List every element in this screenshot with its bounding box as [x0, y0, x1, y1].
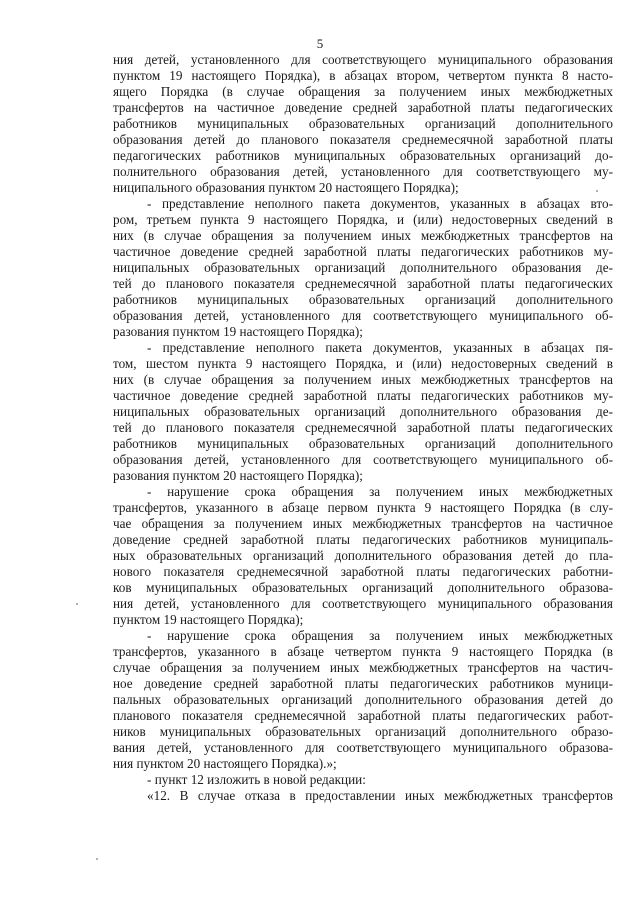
text-line: педагогических работников муниципальных образовательных организаций до- [113, 148, 613, 163]
text-line: ниципального образования пунктом 20 настоящего Порядка); [113, 180, 459, 195]
text-line: разования пунктом 19 настоящего Порядка); [113, 324, 363, 339]
text-line: частичное доведение средней заработной платы педагогических работников му- [113, 244, 613, 259]
text-line: ниципальных образовательных организаций дополнительного образования де- [113, 404, 613, 419]
text-line: - представление неполного пакета документов, указанных в абзацах пя- [147, 340, 613, 355]
text-line: образования детей до планового показателя среднемесячной заработной платы [113, 132, 613, 147]
text-line: - представление неполного пакета документов, указанных в абзацах вто- [147, 196, 613, 211]
text-line: трансфертов, указанного в абзаце четвертом пункта 9 настоящего Порядка (в [113, 644, 613, 659]
text-line: - пункт 12 изложить в новой редакции: [147, 772, 366, 787]
text-line: ниципальных образовательных организаций дополнительного образования де- [113, 260, 613, 275]
text-line: разования пунктом 20 настоящего Порядка); [113, 468, 363, 483]
scan-speck [76, 603, 78, 605]
text-line: пунктом 19 настоящего Порядка); [113, 612, 304, 627]
text-line: работников муниципальных образовательных организаций дополнительного [113, 436, 613, 451]
text-line: полнительного образования детей, установленного для соответствующего му- [113, 164, 613, 179]
text-line: «12. В случае отказа в предоставлении иных межбюджетных трансфертов [147, 788, 613, 803]
text-line: ния детей, установленного для соответствующего муниципального образования [113, 596, 613, 611]
text-line: - нарушение срока обращения за получением иных межбюджетных [147, 484, 613, 499]
text-line: образования детей, установленного для соответствующего муниципального об- [113, 308, 613, 323]
text-line: работников муниципальных образовательных организаций дополнительного [113, 116, 613, 131]
text-line: образования детей, установленного для соответствующего муниципального об- [113, 452, 613, 467]
text-line: - нарушение срока обращения за получением иных межбюджетных [147, 628, 613, 643]
text-line: трансфертов на частичное доведение средней заработной платы педагогических [113, 100, 613, 115]
text-line: чае обращения за получением иных межбюджетных трансфертов на частичное [113, 516, 613, 531]
text-line: ных образовательных организаций дополнительного образования детей до пла- [113, 548, 613, 563]
text-line: ния пунктом 20 настоящего Порядка).»; [113, 756, 337, 771]
text-line: случае обращения за получением иных межбюджетных трансфертов на частич- [113, 660, 613, 675]
text-line: тей до планового показателя среднемесячной заработной платы педагогических [113, 420, 613, 435]
text-line: работников муниципальных образовательных организаций дополнительного [113, 292, 613, 307]
scan-speck [596, 190, 598, 192]
text-line: планового показателя среднемесячной заработной платы педагогических работ- [113, 708, 613, 723]
text-line: них (в случае обращения за получением иных межбюджетных трансфертов на [113, 228, 613, 243]
text-line: трансфертов, указанного в абзаце первом пункта 9 настоящего Порядка (в слу- [113, 500, 613, 515]
scan-speck [96, 858, 98, 860]
text-line: пунктом 19 настоящего Порядка), в абзацах втором, четвертом пункта 8 насто- [113, 68, 613, 83]
page-number: 5 [316, 36, 324, 51]
text-line: том, шестом пункта 9 настоящего Порядка, и (или) недостоверных сведений в [113, 356, 613, 371]
document-body [113, 52, 613, 804]
text-line: ящего Порядка (в случае обращения за получением иных межбюджетных [113, 84, 613, 99]
text-line: доведение средней заработной платы педагогических работников муниципаль- [113, 532, 613, 547]
text-line: пальных образовательных организаций дополнительного образования детей до [113, 692, 613, 707]
text-line: ром, третьем пункта 9 настоящего Порядка, и (или) недостоверных сведений в [113, 212, 613, 227]
text-line: ков муниципальных образовательных организаций дополнительного образова- [113, 580, 613, 595]
text-line: тей до планового показателя среднемесячной заработной платы педагогических [113, 276, 613, 291]
text-line: них (в случае обращения за получением иных межбюджетных трансфертов на [113, 372, 613, 387]
text-line: вания детей, установленного для соответствующего муниципального образова- [113, 740, 613, 755]
text-line: частичное доведение средней заработной платы педагогических работников му- [113, 388, 613, 403]
text-line: ное доведение средней заработной платы педагогических работников муници- [113, 676, 613, 691]
text-line: ния детей, установленного для соответствующего муниципального образования [113, 52, 613, 67]
text-line: ников муниципальных образовательных организаций дополнительного образо- [113, 724, 613, 739]
text-line: нового показателя среднемесячной заработной платы педагогических работни- [113, 564, 613, 579]
